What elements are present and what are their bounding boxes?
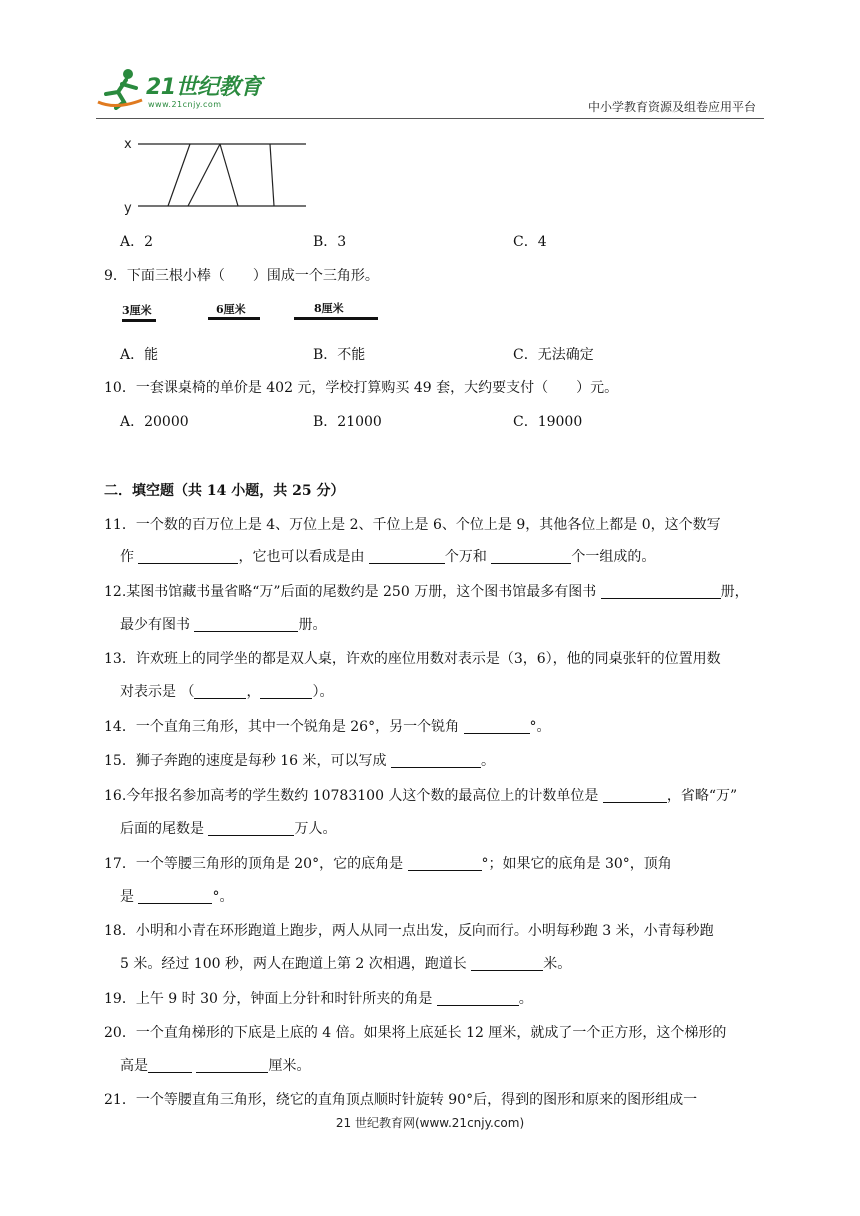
header-divider — [96, 118, 764, 119]
q10-option-b: B．21000 — [313, 414, 382, 430]
stick-3 — [294, 317, 378, 320]
line-y-label: y — [124, 201, 132, 216]
stick-2-label: 6厘米 — [216, 303, 246, 316]
parallel-lines-figure — [118, 134, 318, 220]
stick-1-label: 3厘米 — [122, 304, 152, 317]
q8-option-b: B．3 — [313, 234, 347, 250]
answer-blank — [148, 1058, 192, 1073]
answer-blank — [464, 719, 530, 734]
stick-1 — [122, 319, 156, 322]
q9-option-b: B．不能 — [313, 347, 366, 363]
q13-line-1: 13．许欢班上的同学坐的都是双人桌，许欢的座位用数对表示是（3，6），他的同桌张轩的位置用数 — [104, 651, 721, 667]
q17-line-2: 是 °。 — [120, 889, 234, 905]
stick-3-label: 8厘米 — [314, 302, 344, 315]
answer-blank — [603, 788, 667, 803]
stick-2 — [208, 317, 260, 320]
logo-text: 21世纪教育 — [146, 75, 262, 100]
answer-blank — [437, 991, 519, 1006]
runner-logo-icon — [96, 66, 148, 110]
answer-blank — [196, 1058, 268, 1073]
page-footer: 21 世纪教育网(www.21cnjy.com) — [335, 1116, 525, 1130]
q14-line: 14．一个直角三角形，其中一个锐角是 26°，另一个锐角 °。 — [104, 719, 551, 735]
q12-line-2: 最少有图书 册。 — [120, 617, 327, 633]
q16-line-2: 后面的尾数是 万人。 — [120, 821, 337, 837]
q21-line-1: 21．一个等腰直角三角形，绕它的直角顶点顺时针旋转 90°后，得到的图形和原来的图形组成一 — [104, 1092, 698, 1108]
q18-line-1: 18．小明和小青在环形跑道上跑步，两人从同一点出发，反向而行。小明每秒跑 3 米，小青每秒跑 — [104, 923, 714, 939]
answer-blank — [471, 956, 543, 971]
q8-option-a: A．2 — [120, 234, 154, 250]
q17-line-1: 17．一个等腰三角形的顶角是 20°，它的底角是 °；如果它的底角是 30°，顶角 — [104, 856, 672, 872]
q11-line-2: 作 ，它也可以看成是由 个万和 个一组成的。 — [120, 549, 656, 565]
q15-line: 15．狮子奔跑的速度是每秒 16 米，可以写成 。 — [104, 753, 495, 769]
answer-blank — [260, 684, 312, 699]
line-x-label: x — [124, 137, 132, 152]
logo — [96, 66, 266, 116]
q13-line-2: 对表示是 （ ， ）。 — [120, 684, 334, 700]
answer-blank — [138, 889, 212, 904]
q19-line: 19．上午 9 时 30 分，钟面上分针和时针所夹的角是 。 — [104, 991, 533, 1007]
answer-blank — [138, 549, 238, 564]
answer-blank — [491, 549, 571, 564]
q9-option-c: C．无法确定 — [513, 347, 594, 363]
q8-option-c: C．4 — [513, 234, 547, 250]
platform-title: 中小学教育资源及组卷应用平台 — [587, 100, 756, 114]
answer-blank — [408, 856, 482, 871]
q9-option-a: A．能 — [120, 347, 159, 363]
answer-blank — [194, 617, 298, 632]
q16-line-1: 16.今年报名参加高考的学生数约 10783100 人这个数的最高位上的计数单位是 ，省略“万” — [104, 788, 738, 804]
answer-blank — [194, 684, 246, 699]
q11-line-1: 11．一个数的百万位上是 4、万位上是 2、千位上是 6、个位上是 9，其他各位上都是 0，这个数写 — [104, 517, 721, 533]
q12-line-1: 12.某图书馆藏书量省略“万”后面的尾数约是 250 万册，这个图书馆最多有图书 册， — [104, 584, 749, 600]
q10-option-c: C．19000 — [513, 414, 583, 430]
section-2-title: 二．填空题（共 14 小题，共 25 分） — [104, 483, 345, 499]
q10-stem: 10．一套课桌椅的单价是 402 元，学校打算购买 49 套，大约要支付（ ）元。 — [104, 380, 619, 396]
q20-line-2: 高是 厘米。 — [120, 1058, 311, 1074]
logo-url: www.21cnjy.com — [148, 100, 222, 109]
q18-line-2: 5 米。经过 100 秒，两人在跑道上第 2 次相遇，跑道长 米。 — [120, 956, 572, 972]
answer-blank — [208, 821, 294, 836]
answer-blank — [369, 549, 445, 564]
q10-option-a: A．20000 — [120, 414, 189, 430]
q20-line-1: 20．一个直角梯形的下底是上底的 4 倍。如果将上底延长 12 厘米，就成了一个正方形，这个梯形的 — [104, 1025, 727, 1041]
answer-blank — [601, 584, 721, 599]
sticks-figure — [118, 300, 398, 330]
answer-blank — [391, 753, 481, 768]
q9-stem: 9．下面三根小棒（ ）围成一个三角形。 — [104, 268, 379, 284]
